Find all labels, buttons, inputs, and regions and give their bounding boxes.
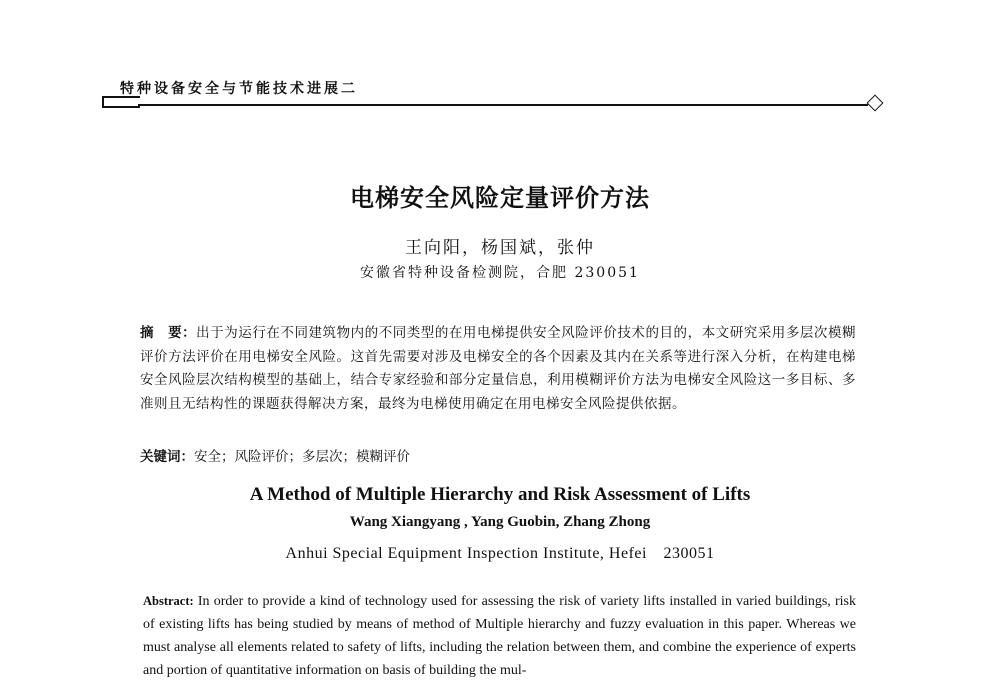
running-header: 特种设备安全与节能技术进展二 [120,81,358,97]
diamond-icon [867,95,884,112]
keywords-cn-label: 关键词： [140,449,194,465]
abstract-en-text: In order to provide a kind of technology used for assessing the risk of variety lifts installed in varied buildings, risk of existing lifts has being studied by means of method of Multiple hierarchy and fuzzy evaluation in this paper. Whereas we must analyse all elements related to safety of lifts, including the relation between them, and combine the experience of experts and portion of quantitative information on basis of building the mul- [143,594,857,678]
abstract-cn-text: 出于为运行在不同建筑物内的不同类型的在用电梯提供安全风险评价技术的目的，本文研究采用多层次模糊评价方法评价在用电梯安全风险。这首先需要对涉及电梯安全的各个因素及其内在关系等进行深入分析，在构建电梯安全风险层次结构模型的基础上，结合专家经验和部分定量信息，利用模糊评价方法为电梯安全风险这一多目标、多准则且无结构性的课题获得解决方案，最终为电梯使用确定在用电梯安全风险提供依据。 [140,325,857,412]
paper-title-en: A Method of Multiple Hierarchy and Risk Assessment of Lifts [249,484,751,505]
institution-en: Anhui Special Equipment Inspection Institute, Hefei 230051 [285,545,715,562]
header-rule [138,104,868,106]
abstract-en [143,590,856,682]
paper-title-cn: 电梯安全风险定量评价方法 [350,184,650,212]
authors-en: Wang Xiangyang , Yang Guobin, Zhang Zhong [349,514,651,530]
institution-cn: 安徽省特种设备检测院，合肥 230051 [360,265,640,281]
header-rule-bracket [102,96,140,108]
abstract-cn-label: 摘 要： [140,325,197,341]
authors-cn: 王向阳，杨国斌，张仲 [405,238,595,258]
abstract-cn [140,322,856,416]
keywords-cn-text: 安全；风险评价；多层次；模糊评价 [194,449,410,465]
keywords-cn [140,445,410,465]
abstract-en-label: Abstract: [143,594,194,608]
